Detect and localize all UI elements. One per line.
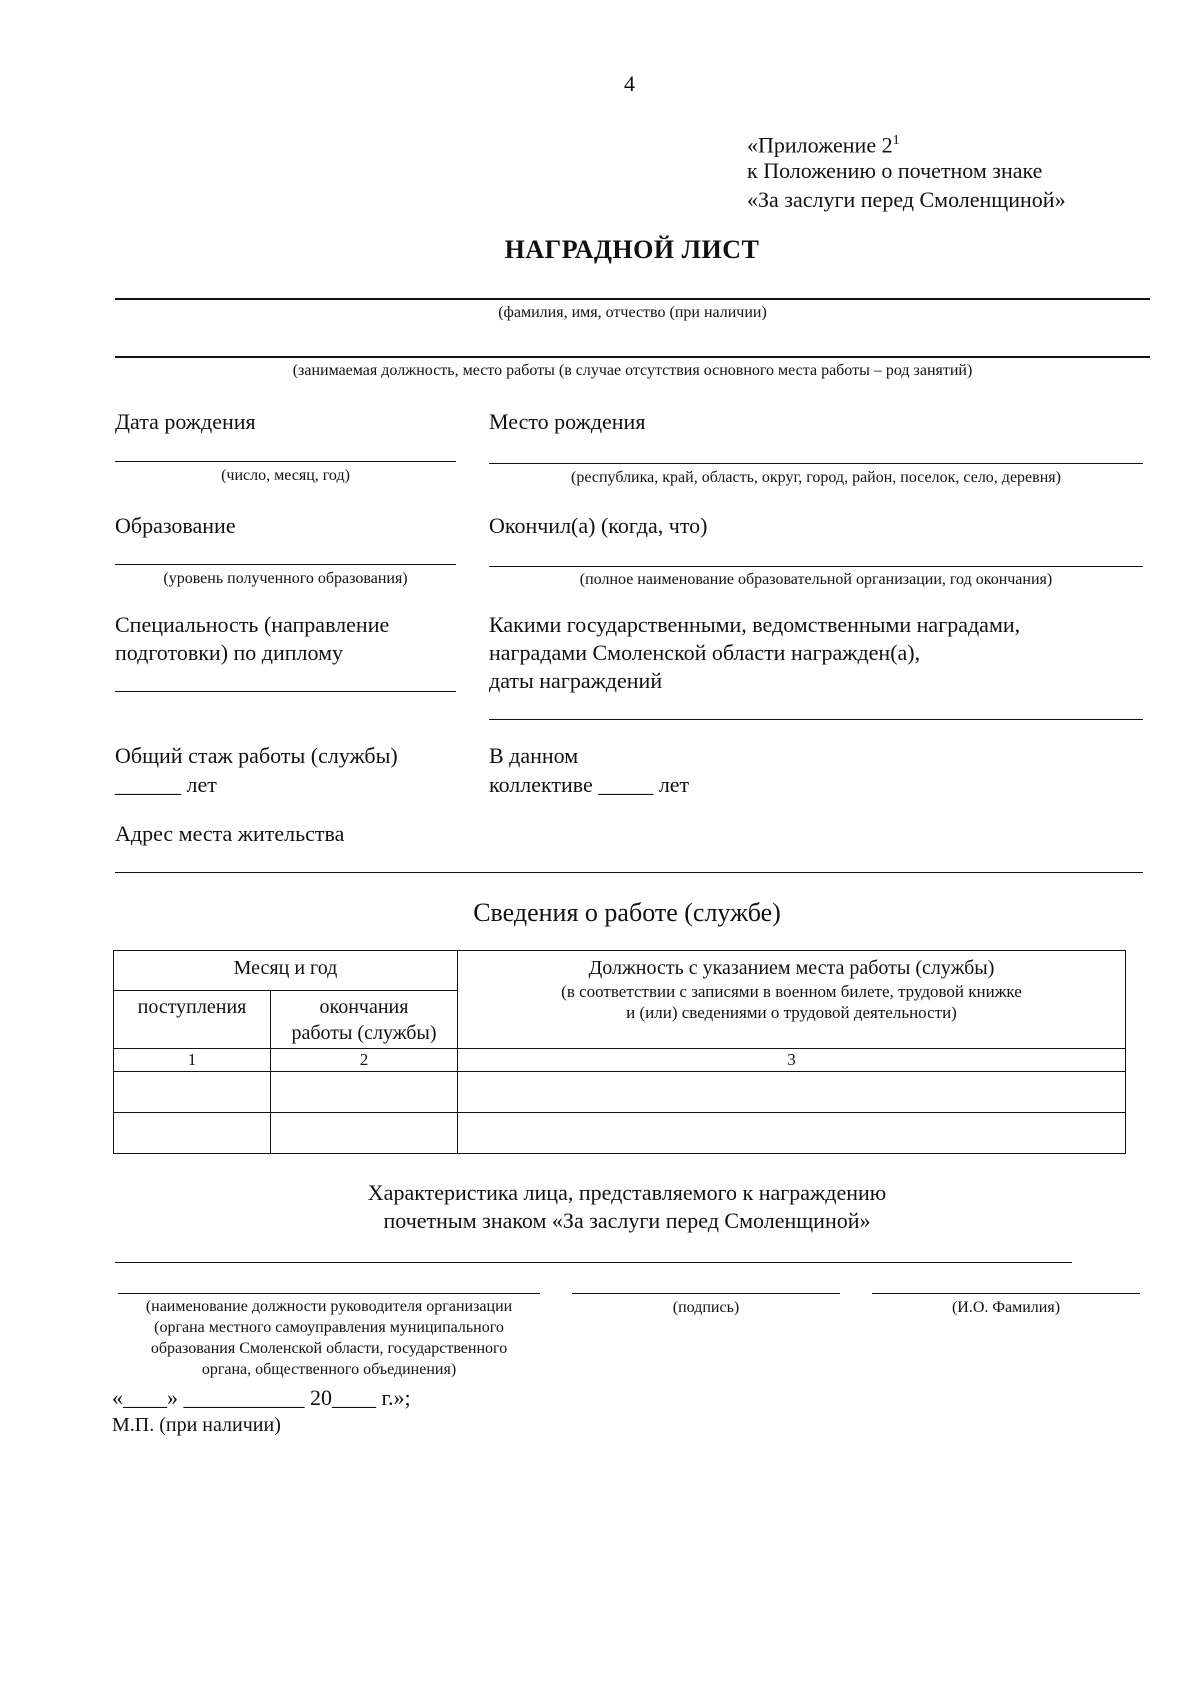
education-line xyxy=(115,564,456,565)
graduated-caption: (полное наименование образовательной организации, год окончания) xyxy=(579,571,1053,588)
birth-place-caption: (республика, край, область, округ, город, район, поселок, село, деревня) xyxy=(571,469,1061,486)
collective-blank: _____ xyxy=(598,772,654,797)
experience-value xyxy=(115,771,217,799)
col-position-note1: (в соответствии с записями в военном билете, трудовой книжке xyxy=(561,982,1022,1001)
head-position-caption-4: органа, общественного объединения) xyxy=(201,1361,457,1378)
collective-label-line2: коллективе xyxy=(489,772,593,797)
annex-title: «Приложение 2 xyxy=(747,132,893,158)
work-history-table xyxy=(113,950,1126,1154)
specialty-label-line2: подготовки) по диплому xyxy=(115,640,344,665)
col-position xyxy=(458,951,1126,1049)
birth-place-line xyxy=(489,463,1143,464)
head-position-caption-3: образования Смоленской области, государственного xyxy=(150,1340,508,1357)
annex-superscript: 1 xyxy=(892,133,900,148)
signature-caption: (подпись) xyxy=(672,1299,740,1316)
col-position-note2: и (или) сведениями о трудовой деятельности) xyxy=(626,1003,957,1022)
head-position-caption-1: (наименование должности руководителя организации xyxy=(145,1298,513,1315)
birth-date-label: Дата рождения xyxy=(115,409,256,434)
education-label: Образование xyxy=(115,513,236,538)
page-title: НАГРАДНОЙ ЛИСТ xyxy=(504,235,760,264)
specialty-label-line1: Специальность (направление xyxy=(115,612,390,637)
characteristic-line xyxy=(115,1262,1072,1263)
awards-line xyxy=(489,719,1143,720)
col-group-month-year: Месяц и год xyxy=(114,951,458,991)
date-line: «____» ___________ 20____ г.»; xyxy=(112,1385,411,1410)
annex-line2: к Положению о почетном знаке xyxy=(747,158,1043,183)
address-line xyxy=(115,872,1143,873)
name-line xyxy=(872,1293,1140,1294)
name-caption: (И.О. Фамилия) xyxy=(951,1299,1061,1316)
birth-date-line xyxy=(115,461,456,462)
graduated-label: Окончил(а) (когда, что) xyxy=(489,513,708,538)
col-position-title: Должность с указанием места работы (службы) xyxy=(588,957,995,979)
table-cell xyxy=(271,1113,458,1154)
table-cell xyxy=(114,1113,271,1154)
page-number: 4 xyxy=(624,71,635,96)
collective-label-line1: В данном xyxy=(489,743,579,768)
education-caption: (уровень полученного образования) xyxy=(163,570,408,587)
work-section-heading: Сведения о работе (службе) xyxy=(473,898,781,927)
characteristic-line1: Характеристика лица, представляемого к награждению xyxy=(367,1180,887,1205)
awards-label-line2: наградами Смоленской области награжден(а), xyxy=(489,640,921,665)
signature-line xyxy=(572,1293,840,1294)
fio-caption: (фамилия, имя, отчество (при наличии) xyxy=(498,304,767,321)
annex-line1 xyxy=(747,127,900,159)
col-end-line2: работы (службы) xyxy=(291,1022,437,1044)
col-end xyxy=(271,991,458,1049)
head-position-line xyxy=(118,1293,540,1294)
collective-value xyxy=(489,771,689,799)
table-cell xyxy=(114,1072,271,1113)
experience-unit: лет xyxy=(186,772,217,797)
position-caption: (занимаемая должность, место работы (в случае отсутствия основного места работы – род занятий) xyxy=(292,362,973,379)
head-position-caption-2: (органа местного самоуправления муниципального xyxy=(154,1319,504,1336)
awards-label-line1: Какими государственными, ведомственными наградами, xyxy=(489,612,1021,637)
col-number-2: 2 xyxy=(271,1049,458,1072)
fio-line xyxy=(115,298,1150,300)
col-end-line1: окончания xyxy=(319,996,409,1018)
col-number-1: 1 xyxy=(114,1049,271,1072)
characteristic-line2: почетным знаком «За заслуги перед Смоленщиной» xyxy=(383,1208,871,1233)
position-line xyxy=(115,356,1150,358)
table-cell xyxy=(458,1113,1126,1154)
birth-place-label: Место рождения xyxy=(489,409,646,434)
birth-date-caption: (число, месяц, год) xyxy=(221,467,350,484)
col-number-3: 3 xyxy=(458,1049,1126,1072)
collective-unit: лет xyxy=(658,772,690,797)
annex-line3: «За заслуги перед Смоленщиной» xyxy=(747,187,1066,212)
experience-blank: ______ xyxy=(115,772,181,797)
table-cell xyxy=(271,1072,458,1113)
table-cell xyxy=(458,1072,1126,1113)
specialty-line xyxy=(115,691,456,692)
address-label: Адрес места жительства xyxy=(115,821,345,846)
stamp-label: М.П. (при наличии) xyxy=(112,1414,281,1436)
awards-label-line3: даты награждений xyxy=(489,668,663,693)
col-start: поступления xyxy=(114,991,271,1049)
graduated-line xyxy=(489,566,1143,567)
experience-label: Общий стаж работы (службы) xyxy=(115,743,398,768)
